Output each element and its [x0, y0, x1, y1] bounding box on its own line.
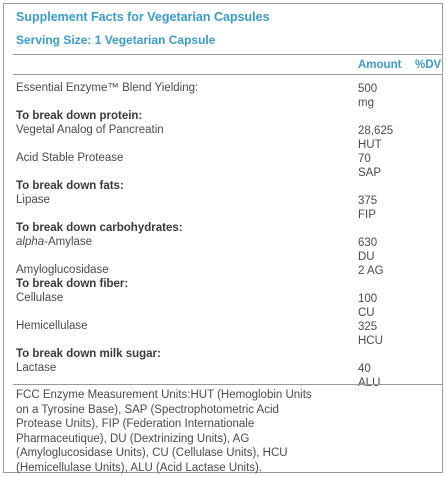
divider-top	[13, 54, 443, 55]
cellulase-value: 100	[358, 293, 378, 305]
blend-amount	[358, 82, 377, 110]
cellulase-amount	[358, 292, 377, 320]
panel-title: Supplement Facts for Vegetarian Capsules	[16, 10, 270, 24]
carbs-heading: To break down carbohydrates:	[16, 222, 183, 234]
divider-header	[13, 74, 443, 75]
lipase-value: 375	[358, 195, 378, 207]
hemicellulase-amount	[358, 320, 383, 348]
hemicellulase-unit: HCU	[358, 335, 383, 347]
lactase-value: 40	[358, 363, 371, 375]
hemicellulase-value: 325	[358, 321, 378, 333]
amylase-amount	[358, 236, 377, 264]
protease-unit: SAP	[358, 167, 382, 179]
pancreatin-amount	[358, 124, 393, 152]
amylase-unit: DU	[358, 251, 375, 263]
protease-amount	[358, 152, 381, 180]
lactase-amount	[358, 362, 380, 390]
amylase-prefix: alpha	[16, 236, 45, 248]
amylase-value: 630	[358, 237, 378, 249]
amyloglucosidase-name: Amyloglucosidase	[16, 264, 109, 276]
hemicellulase-name: Hemicellulase	[16, 320, 88, 332]
lipase-name: Lipase	[16, 194, 50, 206]
pancreatin-value: 28,625	[358, 125, 394, 137]
divider-footnote	[13, 384, 443, 385]
cellulase-name: Cellulase	[16, 292, 64, 304]
amylase-rest: -Amylase	[44, 236, 93, 248]
lipase-unit: FIP	[358, 209, 376, 221]
protein-heading: To break down protein:	[16, 110, 143, 122]
serving-size: Serving Size: 1 Vegetarian Capsule	[16, 33, 216, 47]
cellulase-unit: CU	[358, 307, 375, 319]
amylase-name	[16, 236, 92, 248]
pancreatin-name: Vegetal Analog of Pancreatin	[16, 124, 164, 136]
lactase-name: Lactase	[16, 362, 57, 374]
blend-unit: mg	[358, 97, 374, 109]
blend-name: Essential Enzyme™ Blend Yielding:	[16, 82, 199, 94]
lactase-unit: ALU	[358, 377, 381, 389]
milk-heading: To break down milk sugar:	[16, 348, 161, 360]
amount-header: Amount	[358, 59, 402, 71]
supplement-facts-panel	[3, 3, 443, 473]
lipase-amount	[358, 194, 377, 222]
protease-value: 70	[358, 153, 371, 165]
protease-name: Acid Stable Protease	[16, 152, 124, 164]
blend-value: 500	[358, 83, 378, 95]
amyloglucosidase-amount: 2 AG	[358, 265, 384, 277]
fiber-heading: To break down fiber:	[16, 278, 129, 290]
pancreatin-unit: HUT	[358, 139, 382, 151]
dv-header: %DV	[415, 59, 442, 71]
footnote: FCC Enzyme Measurement Units:HUT (Hemoglobin Units on a Tyrosine Base), SAP (Spectrophotometric Acid Protease Units), FIP (Federation Internationale Pharmaceutique), DU (Dextrinizing Units), AG (Amyloglucosidase Units), CU (Cellulase Units), HCU (Hemicellulase Units), ALU (Acid Lactase Units).	[16, 389, 312, 474]
fats-heading: To break down fats:	[16, 180, 124, 192]
